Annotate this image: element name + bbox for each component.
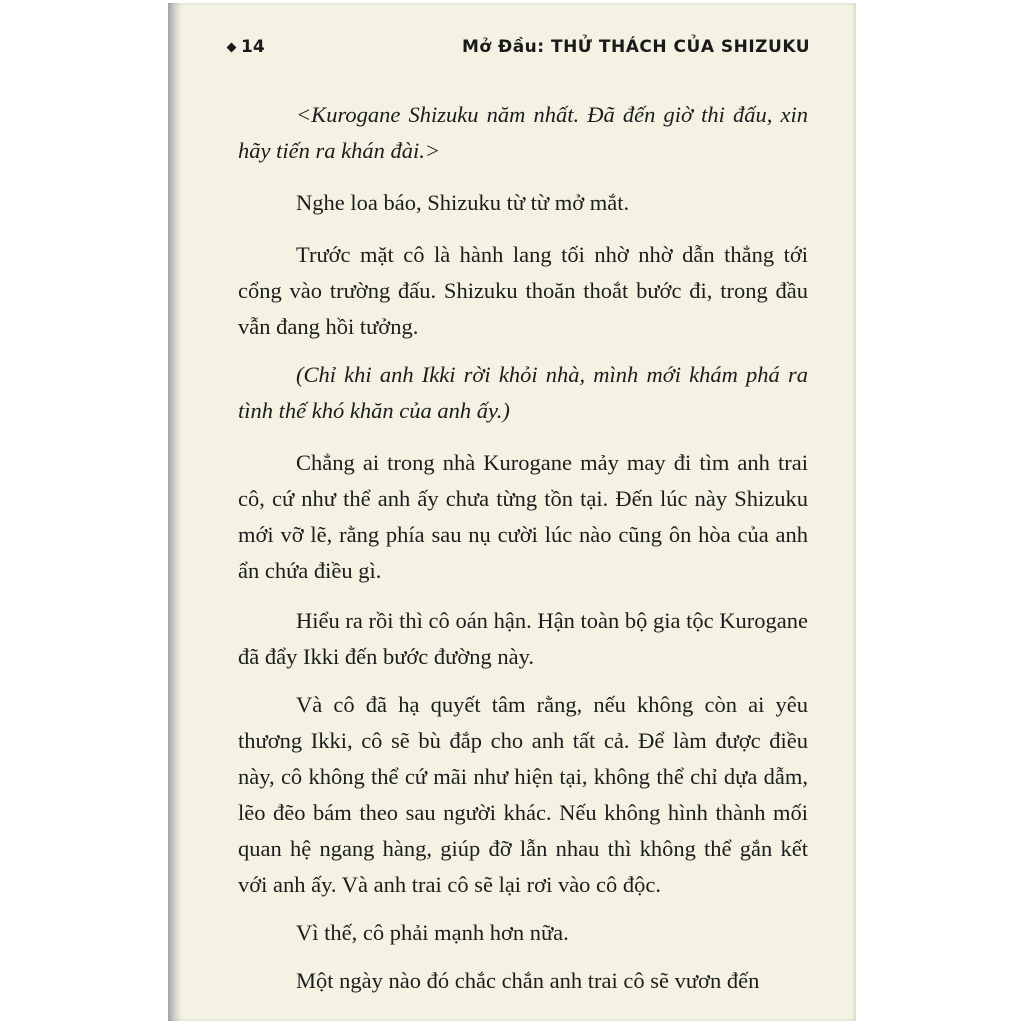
paragraph-3: Trước mặt cô là hành lang tối nhờ nhờ dẫn thẳng tới cổng vào trường đấu. Shizuku thoăn thoắt bước đi, trong đầu vẫn đang hồi tưởng. [238,242,808,339]
running-head: Mở Đầu: THỬ THÁCH CỦA SHIZUKU [461,37,810,57]
paragraph-8: Vì thế, cô phải mạnh hơn nữa. [296,920,569,945]
paragraph-6: Hiểu ra rồi thì cô oán hận. Hận toàn bộ gia tộc Kurogane đã đẩy Ikki đến bước đường này. [238,608,808,669]
diamond-icon [227,42,237,52]
paragraph-1: <Kurogane Shizuku năm nhất. Đã đến giờ thi đấu, xin hãy tiến ra khán đài.> [238,102,808,163]
paragraph-7: Và cô đã hạ quyết tâm rằng, nếu không còn ai yêu thương Ikki, cô sẽ bù đắp cho anh tất cả. Để làm được điều này, cô không thể cứ mãi như hiện tại, không thể chỉ dựa dẫm, lẽo đẽo bám theo sau người khác. Nếu không hình thành mối quan hệ ngang hàng, giúp đỡ lẫn nhau thì không thể gắn kết với anh ấy. Và anh trai cô sẽ lại rơi vào cô độc. [238,692,808,897]
body-text [238,97,808,999]
paragraph-4: (Chỉ khi anh Ikki rời khỏi nhà, mình mới khám phá ra tình thế khó khăn của anh ấy.) [238,362,808,423]
page-number-block [228,37,265,57]
spine-shadow [168,3,182,1021]
paragraph-9: Một ngày nào đó chắc chắn anh trai cô sẽ vươn đến [296,968,760,993]
paragraph-5: Chẳng ai trong nhà Kurogane mảy may đi tìm anh trai cô, cứ như thể anh ấy chưa từng tồn tại. Đến lúc này Shizuku mới vỡ lẽ, rằng phía sau nụ cười lúc nào cũng ôn hòa của anh ẩn chứa điều gì. [238,450,808,583]
book-page [168,3,856,1021]
page-number: 14 [241,37,265,57]
page-header [228,37,810,67]
paragraph-2: Nghe loa báo, Shizuku từ từ mở mắt. [296,190,630,215]
